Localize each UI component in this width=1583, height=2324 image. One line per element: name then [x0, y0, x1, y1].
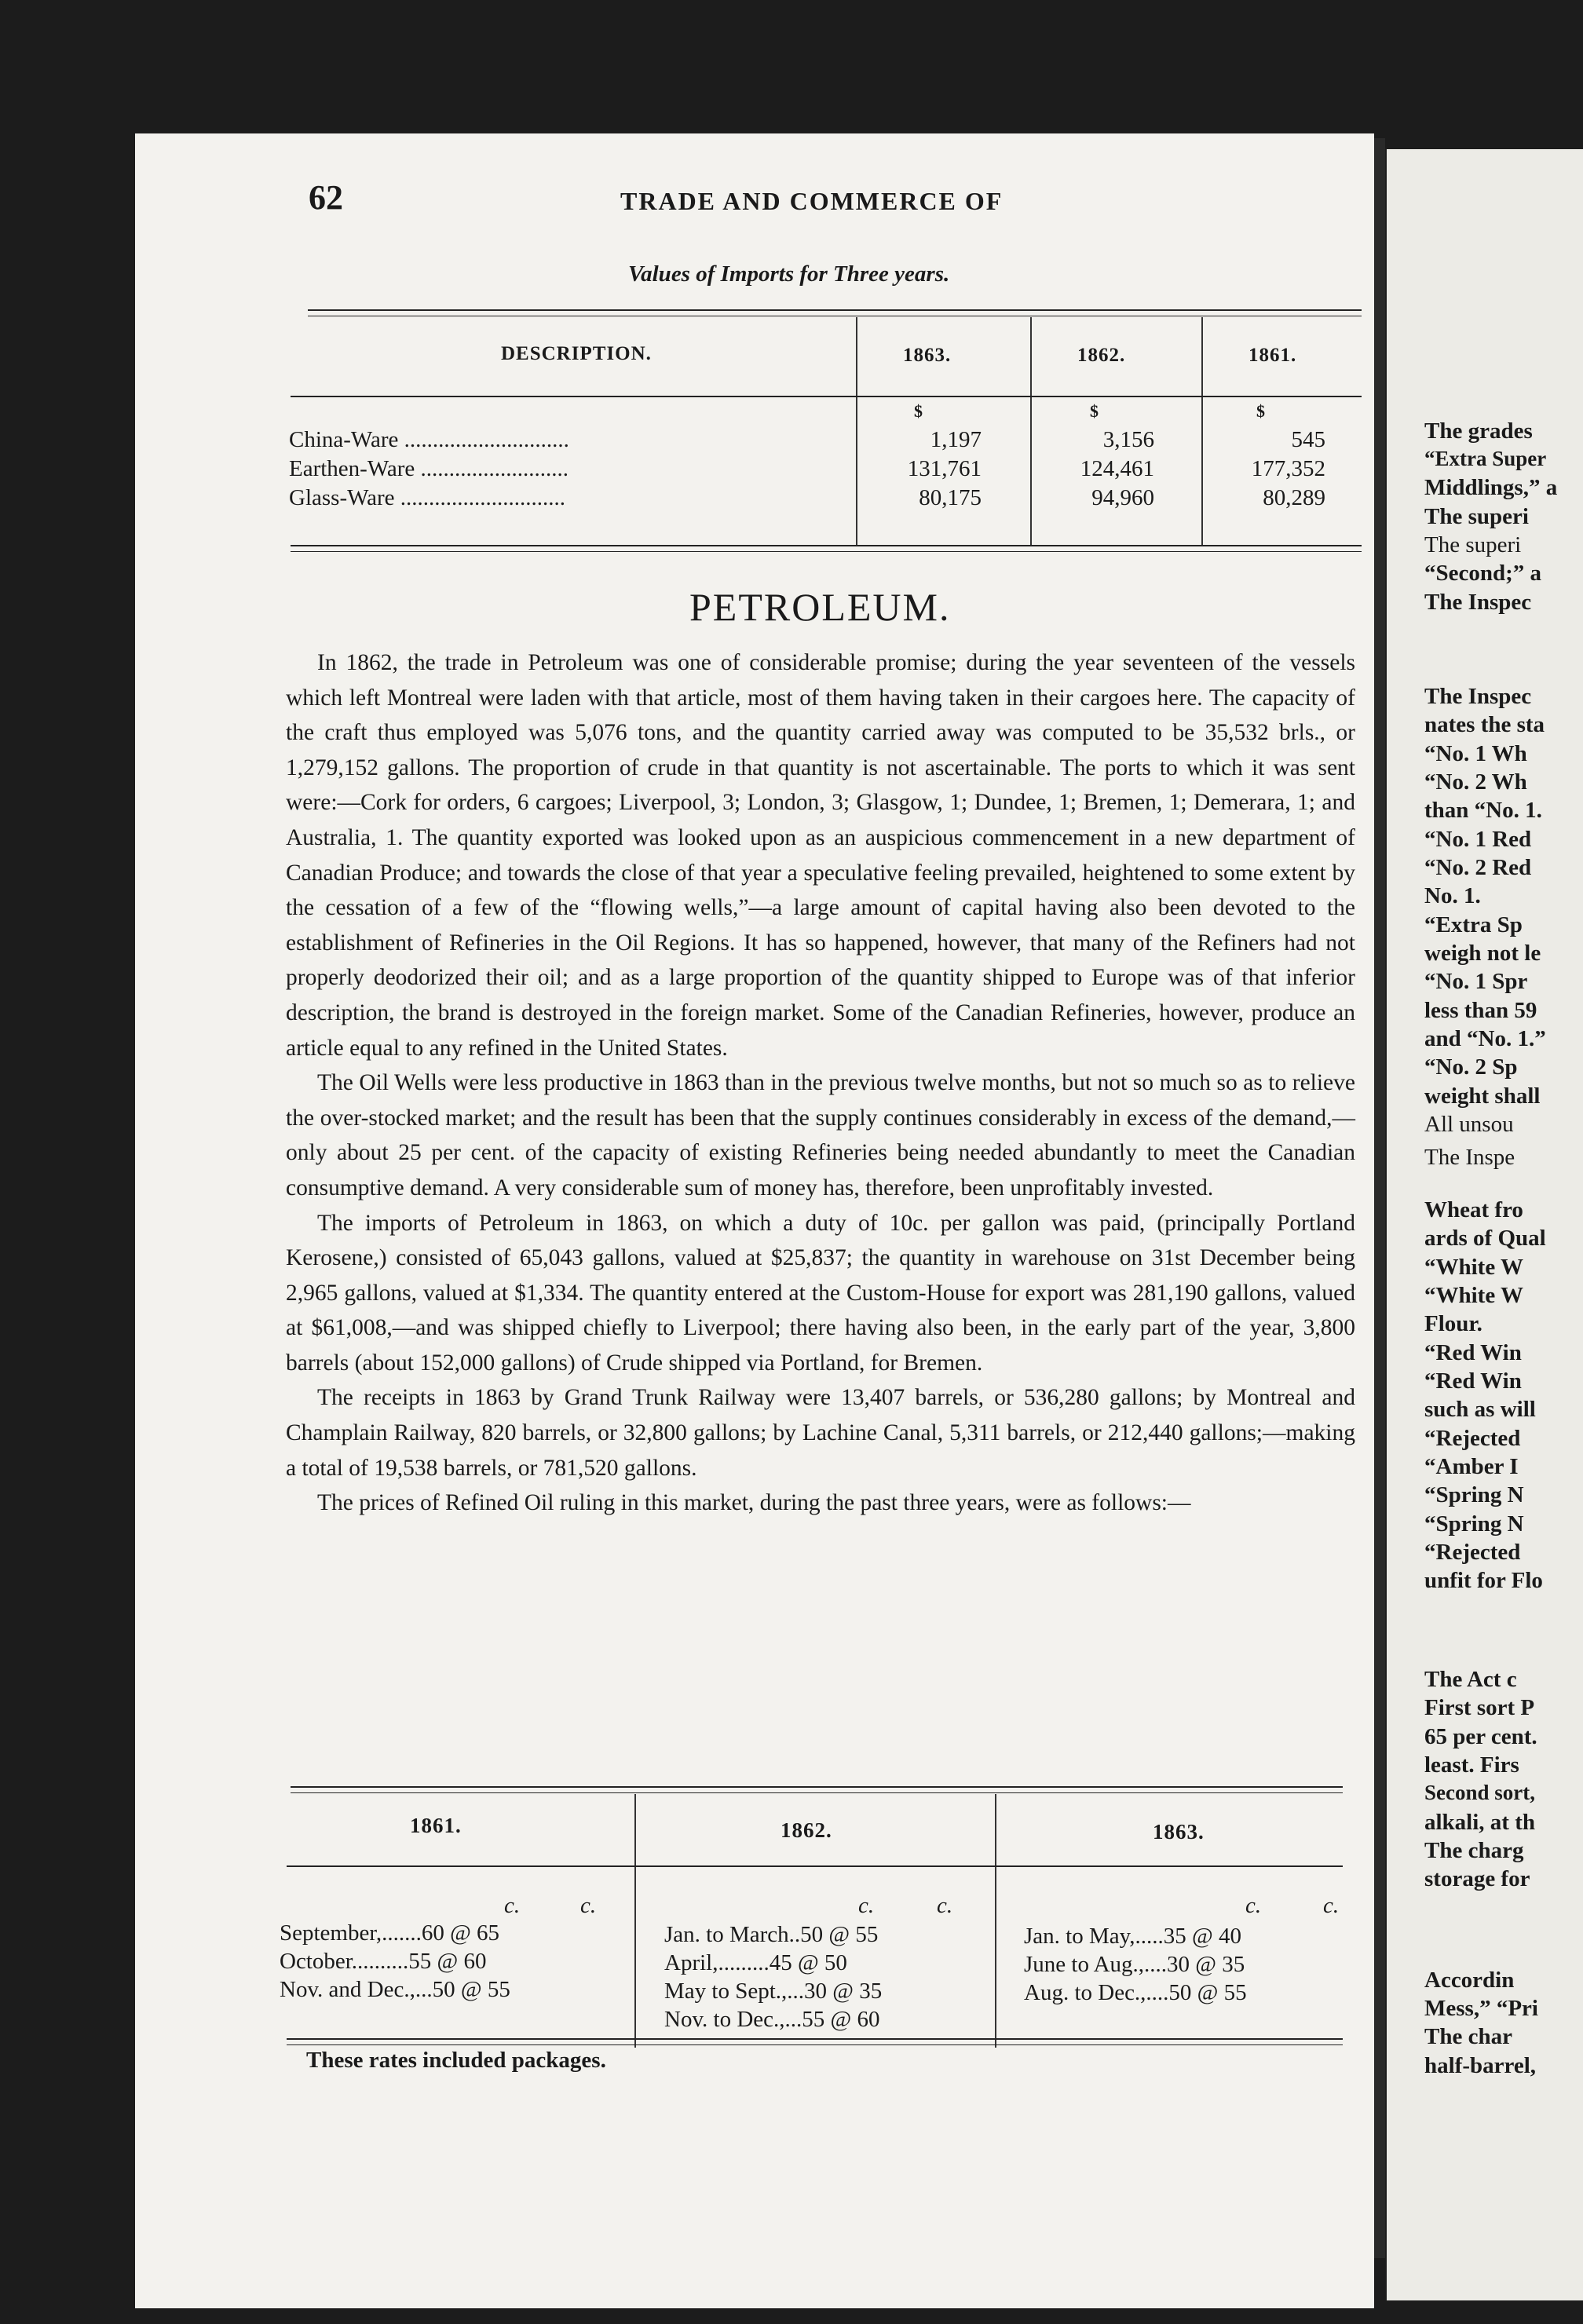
- price-row: October..........55 @ 60: [280, 1949, 487, 1974]
- facing-line: weight shall: [1424, 1083, 1541, 1109]
- column-divider: [1030, 317, 1032, 546]
- facing-line: less than 59: [1424, 998, 1537, 1023]
- facing-line: “No. 1 Spr: [1424, 969, 1528, 994]
- facing-page: [1387, 149, 1583, 2300]
- price-row: Jan. to March..50 @ 55: [664, 1922, 879, 1947]
- facing-line: No. 1.: [1424, 883, 1481, 908]
- value-1863: 1,197: [930, 427, 982, 452]
- facing-line: “Rejected: [1424, 1540, 1521, 1565]
- paragraph: In 1862, the trade in Petroleum was one of considerable promise; during the year seventeen of the vessels which left Montreal were laden with that article, most of them having taken in their cargoes here. The capacity of the craft thus employed was 5,076 tons, and the quantity carried away was computed to be 35,532 brls., or 1,279,152 gallons. The proportion of crude in that quantity is not ascertainable. The ports to which it was sent were:—Cork for orders, 6 cargoes; Liverpool, 3; London, 3; Glasgow, 1; Dundee, 1; Bremen, 1; Demerara, 1; and Australia, 1. The quantity exported was looked upon as an auspicious commencement in a new department of Canadian Produce; and towards the close of that year a speculative feeling prevailed, heightened to some extent by the cessation of a few of the “flowing wells,”—a large amount of capital having also been devoted to the establishment of Refineries in the Oil Regions. It has so happened, however, that many of the Refiners had not properly deodorized their oil; and as a large proportion of the quantity shipped to Europe was of that inferior description, the brand is destroyed in the foreign market. Some of the Canadian Refineries, however, produce an article equal to any refined in the United States.: [286, 650, 1355, 1061]
- value-1862: 94,960: [1091, 485, 1154, 510]
- facing-line: Wheat fro: [1424, 1197, 1523, 1222]
- paragraph: The receipts in 1863 by Grand Trunk Railway were 13,407 barrels, or 536,280 gallons; by Montreal and Champlain Railway, 820 barrels, or 32,800 gallons; by Lachine Canal, 5,311 barrels, or 212,440 gallons;—making a total of 19,538 barrels, or 781,520 gallons.: [286, 1385, 1355, 1481]
- paragraph: The imports of Petroleum in 1863, on which a duty of 10c. per gallon was paid, (principally Portland Kerosene,) consisted of 65,043 gallons, valued at $25,837; the quantity in warehouse on 31st December being 2,965 gallons, valued at $1,334. The quantity entered at the Custom-House for export was 281,190 gallons, valued at $61,008,—and was shipped chiefly to Liverpool; there having also been, in the early part of the year, 3,800 barrels (about 152,000 gallons) of Crude shipped via Portland, for Bremen.: [286, 1210, 1355, 1376]
- facing-line: “Spring N: [1424, 1482, 1524, 1507]
- price-row: Nov. to Dec.,...55 @ 60: [664, 2007, 880, 2032]
- facing-line: “Amber I: [1424, 1454, 1519, 1479]
- currency-symbol: $: [914, 401, 923, 421]
- facing-line: The Inspe: [1424, 1145, 1515, 1170]
- table-rule: [287, 2044, 1343, 2045]
- facing-line: “Spring N: [1424, 1511, 1524, 1537]
- facing-line: nates the sta: [1424, 712, 1545, 737]
- column-header-1861: 1861.: [1248, 345, 1297, 366]
- facing-line: “Extra Super: [1424, 447, 1547, 470]
- column-header-1863: 1863.: [903, 345, 952, 366]
- facing-line: Mess,” “Pri: [1424, 1996, 1538, 2021]
- price-row: September,.......60 @ 65: [280, 1920, 500, 1946]
- facing-line: All unsou: [1424, 1112, 1514, 1137]
- table-rule: [291, 551, 1362, 552]
- paragraph: The prices of Refined Oil ruling in this market, during the past three years, were as follows:—: [317, 1490, 1191, 1516]
- facing-line: “Red Win: [1424, 1340, 1522, 1365]
- row-description: Glass-Ware .............................: [289, 485, 566, 510]
- column-divider: [1201, 317, 1203, 546]
- column-header-description: DESCRIPTION.: [501, 343, 652, 364]
- value-1861: 80,289: [1263, 485, 1325, 510]
- facing-line: The superi: [1424, 532, 1522, 557]
- facing-line: The grades: [1424, 418, 1533, 444]
- row-description: Earthen-Ware ..........................: [289, 456, 569, 481]
- price-row: Jan. to May,.....35 @ 40: [1024, 1924, 1241, 1949]
- section-body: [286, 645, 1355, 1521]
- price-row: Nov. and Dec.,...50 @ 55: [280, 1977, 510, 2002]
- value-1861: 177,352: [1251, 456, 1325, 481]
- table-rule: [291, 545, 1362, 546]
- value-1862: 3,156: [1102, 427, 1154, 452]
- facing-line: “No. 2 Wh: [1424, 769, 1527, 795]
- table-rule: [287, 1865, 1343, 1867]
- facing-line: “No. 2 Sp: [1424, 1054, 1518, 1080]
- facing-line: The superi: [1424, 504, 1529, 529]
- unit-label: c.: [1245, 1893, 1262, 1918]
- facing-line: storage for: [1424, 1866, 1530, 1891]
- prices-year-header: 1861.: [410, 1814, 462, 1837]
- unit-label: c.: [1323, 1893, 1340, 1918]
- prices-year-header: 1863.: [1153, 1820, 1205, 1843]
- column-header-1862: 1862.: [1077, 345, 1126, 366]
- prices-year-header: 1862.: [781, 1818, 832, 1842]
- unit-label: c.: [580, 1893, 597, 1918]
- facing-line: and “No. 1.”: [1424, 1026, 1546, 1051]
- unit-label: c.: [504, 1893, 521, 1918]
- facing-line: The Inspec: [1424, 590, 1532, 615]
- currency-symbol: $: [1256, 401, 1265, 421]
- facing-line: least. Firs: [1424, 1752, 1519, 1778]
- value-1863: 80,175: [919, 485, 982, 510]
- facing-line: “Second;” a: [1424, 561, 1542, 586]
- currency-symbol: $: [1090, 401, 1099, 421]
- column-divider: [995, 1794, 996, 2048]
- facing-line: “White W: [1424, 1255, 1523, 1280]
- facing-line: “Rejected: [1424, 1426, 1521, 1451]
- column-divider: [634, 1794, 636, 2048]
- table-rule: [291, 396, 1362, 397]
- facing-line: Accordin: [1424, 1968, 1515, 1993]
- value-1861: 545: [1291, 427, 1325, 452]
- facing-line: unfit for Flo: [1424, 1568, 1543, 1593]
- facing-line: Middlings,” a: [1424, 475, 1558, 500]
- facing-line: First sort P: [1424, 1695, 1535, 1720]
- value-1862: 124,461: [1080, 456, 1154, 481]
- section-title: PETROLEUM.: [689, 585, 951, 629]
- facing-line: “No. 1 Wh: [1424, 741, 1527, 766]
- facing-line: “Red Win: [1424, 1368, 1522, 1394]
- row-description: China-Ware .............................: [289, 427, 569, 452]
- facing-line: The char: [1424, 2024, 1512, 2049]
- facing-line: half-barrel,: [1424, 2053, 1537, 2078]
- table-rule: [291, 1786, 1343, 1788]
- facing-line: ards of Qual: [1424, 1226, 1546, 1251]
- page-gutter: [1374, 138, 1385, 2258]
- price-row: June to Aug.,....30 @ 35: [1024, 1952, 1245, 1977]
- paragraph: The Oil Wells were less productive in 1863 than in the previous twelve months, but not so much so as to relieve the over-stocked market; and the result has been that the supply continues considerably in excess of the demand,—only about 25 per cent. of the capacity of existing Refineries being needed abundantly to meet the Canadian consumptive demand. A very considerable sum of money has, therefore, been unprofitably invested.: [286, 1070, 1355, 1200]
- imports-table-caption: Values of Imports for Three years.: [628, 261, 950, 287]
- facing-line: The Inspec: [1424, 684, 1532, 709]
- facing-line: “No. 2 Red: [1424, 855, 1532, 880]
- facing-line: alkali, at th: [1424, 1810, 1535, 1835]
- prices-footnote: These rates included packages.: [306, 2048, 606, 2073]
- price-row: April,.........45 @ 50: [664, 1950, 847, 1975]
- running-title: TRADE AND COMMERCE OF: [620, 187, 1004, 215]
- unit-label: c.: [937, 1893, 953, 1918]
- facing-line: 65 per cent.: [1424, 1724, 1537, 1749]
- unit-label: c.: [858, 1893, 875, 1918]
- facing-line: weigh not le: [1424, 941, 1541, 966]
- facing-line: Second sort,: [1424, 1781, 1535, 1804]
- facing-line: The charg: [1424, 1838, 1524, 1863]
- facing-line: than “No. 1.: [1424, 798, 1542, 823]
- value-1863: 131,761: [907, 456, 982, 481]
- facing-line: such as will: [1424, 1397, 1536, 1422]
- page-number: 62: [309, 178, 343, 217]
- facing-line: “White W: [1424, 1283, 1523, 1308]
- facing-line: “No. 1 Red: [1424, 827, 1532, 852]
- table-rule: [308, 309, 1362, 311]
- table-rule: [291, 1792, 1343, 1793]
- table-rule: [287, 2038, 1343, 2040]
- price-row: Aug. to Dec.,....50 @ 55: [1024, 1980, 1247, 2005]
- column-divider: [856, 317, 857, 546]
- facing-line: “Extra Sp: [1424, 912, 1523, 937]
- facing-line: Flour.: [1424, 1311, 1482, 1336]
- facing-line: The Act c: [1424, 1667, 1517, 1692]
- price-row: May to Sept.,...30 @ 35: [664, 1979, 883, 2004]
